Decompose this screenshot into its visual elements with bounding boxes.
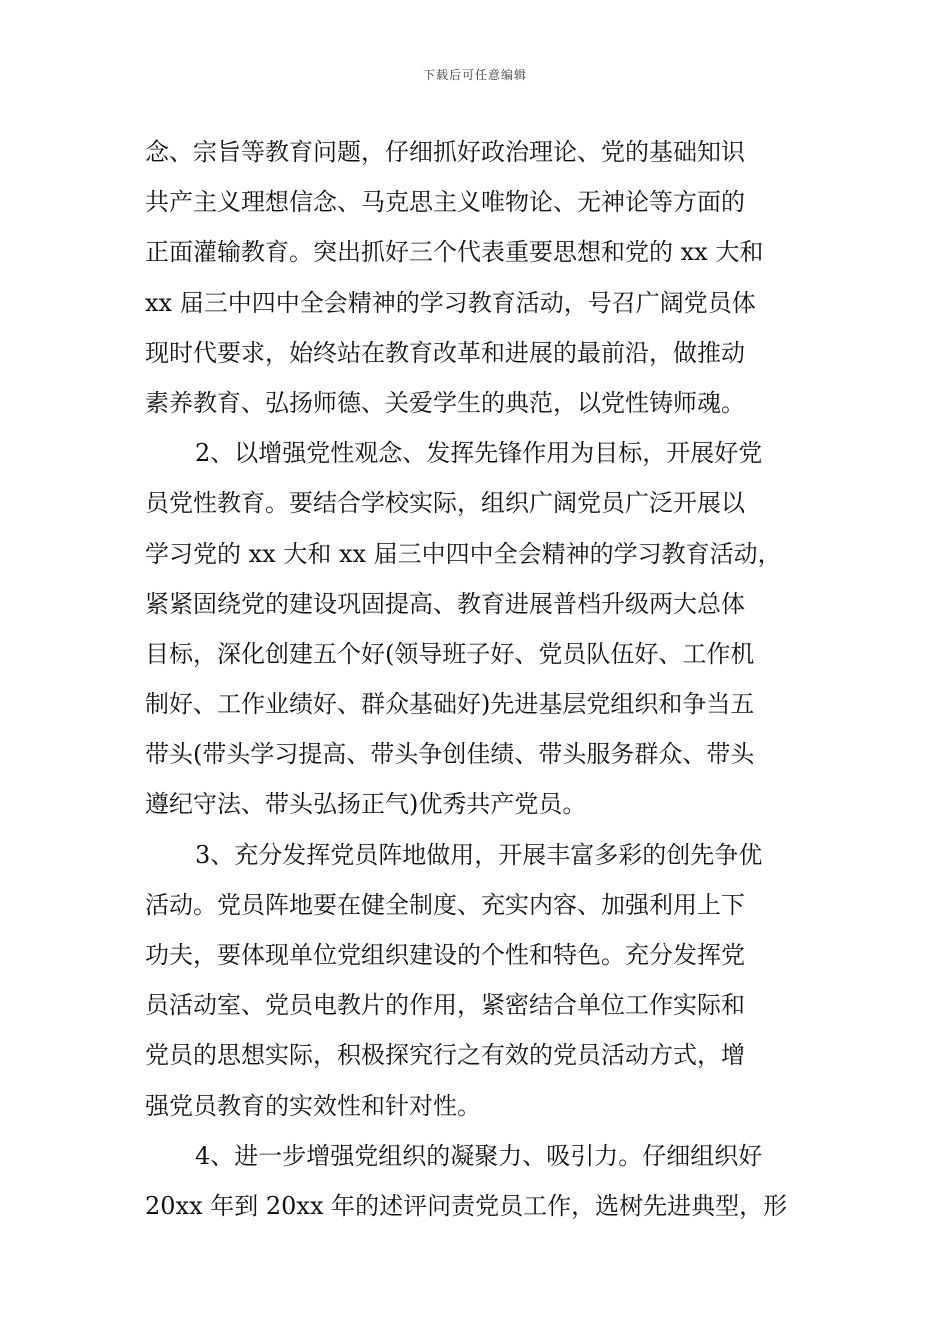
text-line: 活动。党员阵地要在健全制度、充实内容、加强利用上下 [145,890,745,919]
text-line: 强党员教育的实效性和针对性。 [145,1091,481,1120]
text-line: 党员的思想实际，积极探究行之有效的党员活动方式，增 [145,1041,745,1070]
text-line: 素养教育、弘扬师德、关爱学生的典范，以党性铸师魂。 [145,388,745,417]
text-line: 正面灌输教育。突出抓好三个代表重要思想和党的 xx 大和 [145,238,764,267]
paragraph-3 [145,830,815,1131]
page-header: 下载后可任意编辑 [422,68,527,82]
text-line: 紧紧固绕党的建设巩固提高、教育进展普档升级两大总体 [145,589,745,618]
text-line: xx 届三中四中全会精神的学习教育活动，号召广阔党员体 [145,288,756,317]
text-line: 共产主义理想信念、马克思主义唯物论、无神论等方面的 [145,188,745,217]
paragraph-1 [145,127,815,428]
text-line: 遵纪守法、带头弘扬正气)优秀共产党员。 [145,790,587,819]
text-line: 目标，深化创建五个好(领导班子好、党员队伍好、工作机 [145,639,755,668]
text-line: 功夫，要体现单位党组织建设的个性和特色。充分发挥党 [145,941,745,969]
text-line: 20xx 年到 20xx 年的述评问责党员工作，选树先进典型，形 [145,1191,788,1220]
text-line: 带头(带头学习提高、带头争创佳绩、带头服务群众、带头 [145,740,755,769]
text-line: 员党性教育。要结合学校实际，组织广阔党员广泛开展以 [145,489,745,518]
paragraph-4 [145,1131,815,1231]
text-line: 制好、工作业绩好、群众基础好)先进基层党组织和争当五 [145,690,755,719]
text-line: 员活动室、党员电教片的作用，紧密结合单位工作实际和 [145,991,745,1020]
text-line: 念、宗旨等教育问题，仔细抓好政治理论、党的基础知识 [145,138,745,166]
text-line: 2、以增强党性观念、发挥先锋作用为目标，开展好党 [195,439,763,468]
document-body [145,127,815,1231]
text-line: 现时代要求，始终站在教育改革和进展的最前沿，做推动 [145,338,745,367]
text-line: 4、进一步增强党组织的凝聚力、吸引力。仔细组织好 [195,1141,763,1170]
text-line: 3、充分发挥党员阵地做用，开展丰富多彩的创先争优 [195,840,763,869]
paragraph-2 [145,428,815,830]
text-line: 学习党的 xx 大和 xx 届三中四中全会精神的学习教育活动， [145,539,782,568]
